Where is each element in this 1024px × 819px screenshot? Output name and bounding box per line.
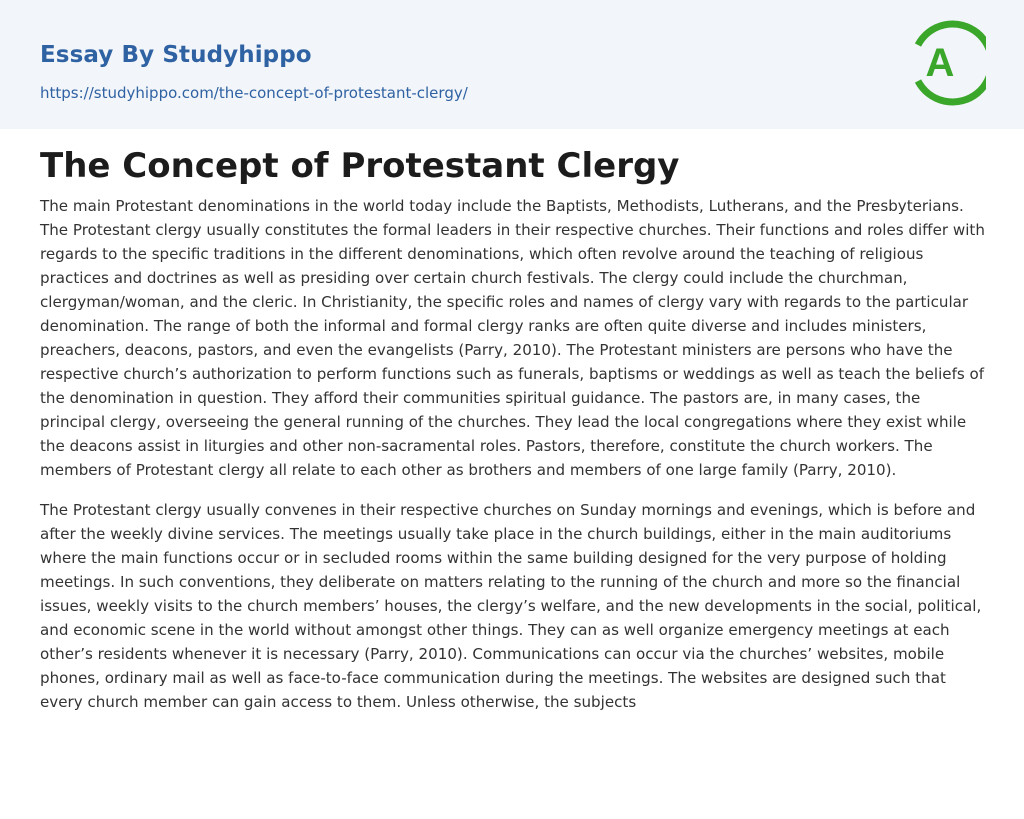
essay-paragraph: The main Protestant denominations in the world today include the Baptists, Methodists, Lutherans, and the Presbyterians. The Protestant clergy usually constitutes the formal leaders in their respective churches. Their functions and roles differ with regards to the specific traditions in the different denominations, which often revolve around the teaching of religious practices and doctrines as well as presiding over certain church festivals. The clergy could include the churchman, clergyman/woman, and the cleric. In Christianity, the specific roles and names of clergy vary with regards to the particular denomination. The range of both the informal and formal clergy ranks are often quite diverse and includes ministers, preachers, deacons, pastors, and even the evangelists (Parry, 2010). The Protestant ministers are persons who have the respective church’s authorization to perform functions such as funerals, baptisms or weddings as well as teach the beliefs of the denomination in question. They afford their communities spiritual guidance. The pastors are, in many cases, the principal clergy, overseeing the general running of the churches. They lead the local congregations where they exist while the deacons assist in liturgies and other non-sacramental roles. Pastors, therefore, constitute the church workers. The members of Protestant clergy all relate to each other as brothers and members of one large family (Parry, 2010).	[40, 197, 985, 479]
essay-paragraph: The Protestant clergy usually convenes in their respective churches on Sunday mornings and evenings, which is before and after the weekly divine services. The meetings usually take place in the church buildings, either in the main auditoriums where the main functions occur or in secluded rooms within the same building designed for the very purpose of holding meetings. In such conventions, they deliberate on matters relating to the running of the church and more so the financial issues, weekly visits to the church members’ houses, the clergy’s welfare, and the new developments in the social, political, and economic scene in the world without amongst other things. They can as well organize emergency meetings at each other’s residents whenever it is necessary (Parry, 2010). Communications can occur via the churches’ websites, mobile phones, ordinary mail as well as face-to-face communication during the meetings. The websites are designed such that every church member can gain access to them. Unless otherwise, the subjects	[40, 501, 982, 711]
essay-url-link[interactable]: https://studyhippo.com/the-concept-of-protestant-clergy/	[40, 84, 468, 102]
essay-body	[40, 194, 990, 730]
logo-letter: A	[925, 41, 955, 85]
site-brand[interactable]: Essay By Studyhippo	[40, 42, 312, 68]
site-header	[0, 0, 1024, 129]
essay-title: The Concept of Protestant Clergy	[40, 146, 680, 186]
studyhippo-a-logo-icon[interactable]	[912, 20, 986, 106]
